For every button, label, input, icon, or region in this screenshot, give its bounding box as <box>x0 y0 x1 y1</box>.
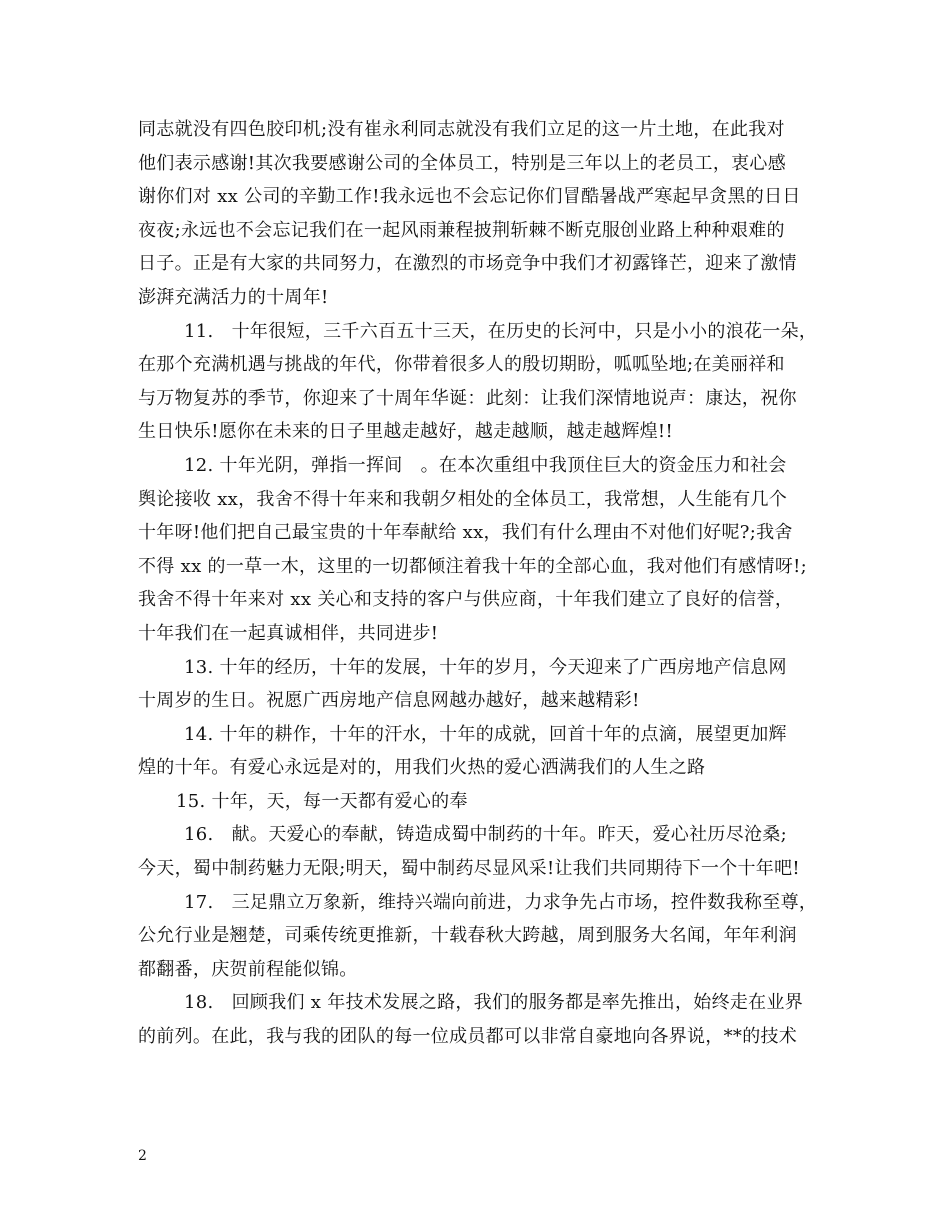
document-body <box>138 113 828 1054</box>
text-line: 煌的十年。有爱心永远是对的，用我们火热的爱心洒满我们的人生之路 <box>138 757 706 779</box>
paragraph-11-start: 11. 十年很短，三千六百五十三天，在历史的长河中，只是小小的浪花一朵， <box>184 320 818 342</box>
text-line: 公允行业是翘楚，司乘传统更推新，十载春秋大跨越，周到服务大名闻，年年利润 <box>138 925 797 947</box>
text-line: 今天，蜀中制药魅力无限;明天，蜀中制药尽显风采!让我们共同期待下一个十年吧! <box>138 858 800 880</box>
text-line: 日子。正是有大家的共同努力，在激烈的市场竞争中我们才初露锋芒，迎来了激情 <box>138 253 797 275</box>
text-line: 同志就没有四色胶印机;没有崔永利同志就没有我们立足的这一片土地，在此我对 <box>138 119 785 140</box>
text-line: 的前列。在此，我与我的团队的每一位成员都可以非常自豪地向各界说，**的技术 <box>138 1026 798 1048</box>
paragraph-14-start: 14. 十年的耕作，十年的汗水，十年的成就，回首十年的点滴，展望更加辉 <box>184 723 787 745</box>
paragraph-13-start: 13. 十年的经历，十年的发展，十年的岁月，今天迎来了广西房地产信息网 <box>184 656 787 678</box>
text-line: 不得 xx 的一草一木，这里的一切都倾注着我十年的全部心血，我对他们有感情呀!; <box>138 555 808 577</box>
paragraph-12-start: 12. 十年光阴，弹指一挥间 。在本次重组中我顶住巨大的资金压力和社会 <box>184 454 787 476</box>
text-line: 生日快乐!愿你在未来的日子里越走越好，越走越顺，越走越辉煌!! <box>138 421 673 443</box>
text-line: 与万物复苏的季节，你迎来了十周年华诞：此刻：让我们深情地说声：康达，祝你 <box>138 387 797 409</box>
text-line: 舆论接收 xx，我舍不得十年来和我朝夕相处的全体员工，我常想，人生能有几个 <box>138 488 788 510</box>
text-line: 十年呀!他们把自己最宝贵的十年奉献给 xx，我们有什么理由不对他们好呢?;我舍 <box>138 522 793 544</box>
paragraph-17-start: 17. 三足鼎立万象新，维持兴端向前进，力求争先占市场，控件数我称至尊， <box>184 891 818 913</box>
text-line: 十年我们在一起真诚相伴，共同进步! <box>138 622 439 644</box>
text-line: 在那个充满机遇与挑战的年代，你带着很多人的殷切期盼，呱呱坠地;在美丽祥和 <box>138 354 785 376</box>
text-line: 夜夜;永远也不会忘记我们在一起风雨兼程披荆斩棘不断克服创业路上种种艰难的 <box>138 219 785 241</box>
text-line: 我舍不得十年来对 xx 关心和支持的客户与供应商，十年我们建立了良好的信誉， <box>138 589 794 611</box>
text-line: 十周岁的生日。祝愿广西房地产信息网越办越好，越来越精彩! <box>138 690 640 712</box>
text-line: 澎湃充满活力的十周年! <box>138 286 329 308</box>
page-number: 2 <box>138 1148 147 1164</box>
text-line: 都翻番，庆贺前程能似锦。 <box>138 958 358 980</box>
paragraph-16-start: 16. 献。天爱心的奉献，铸造成蜀中制药的十年。昨天，爱心社历尽沧桑; <box>184 824 787 846</box>
text-line: 谢你们对 xx 公司的辛勤工作!我永远也不会忘记你们冒酷暑战严寒起早贪黑的日日 <box>138 186 801 208</box>
text-line: 他们表示感谢!其次我要感谢公司的全体员工，特别是三年以上的老员工，衷心感 <box>138 152 787 174</box>
paragraph-18-start: 18. 回顾我们 x 年技术发展之路，我们的服务都是率先推出，始终走在业界 <box>184 992 804 1014</box>
paragraph-15-start: 15. 十年，天，每一天都有爱心的奉 <box>176 790 468 812</box>
